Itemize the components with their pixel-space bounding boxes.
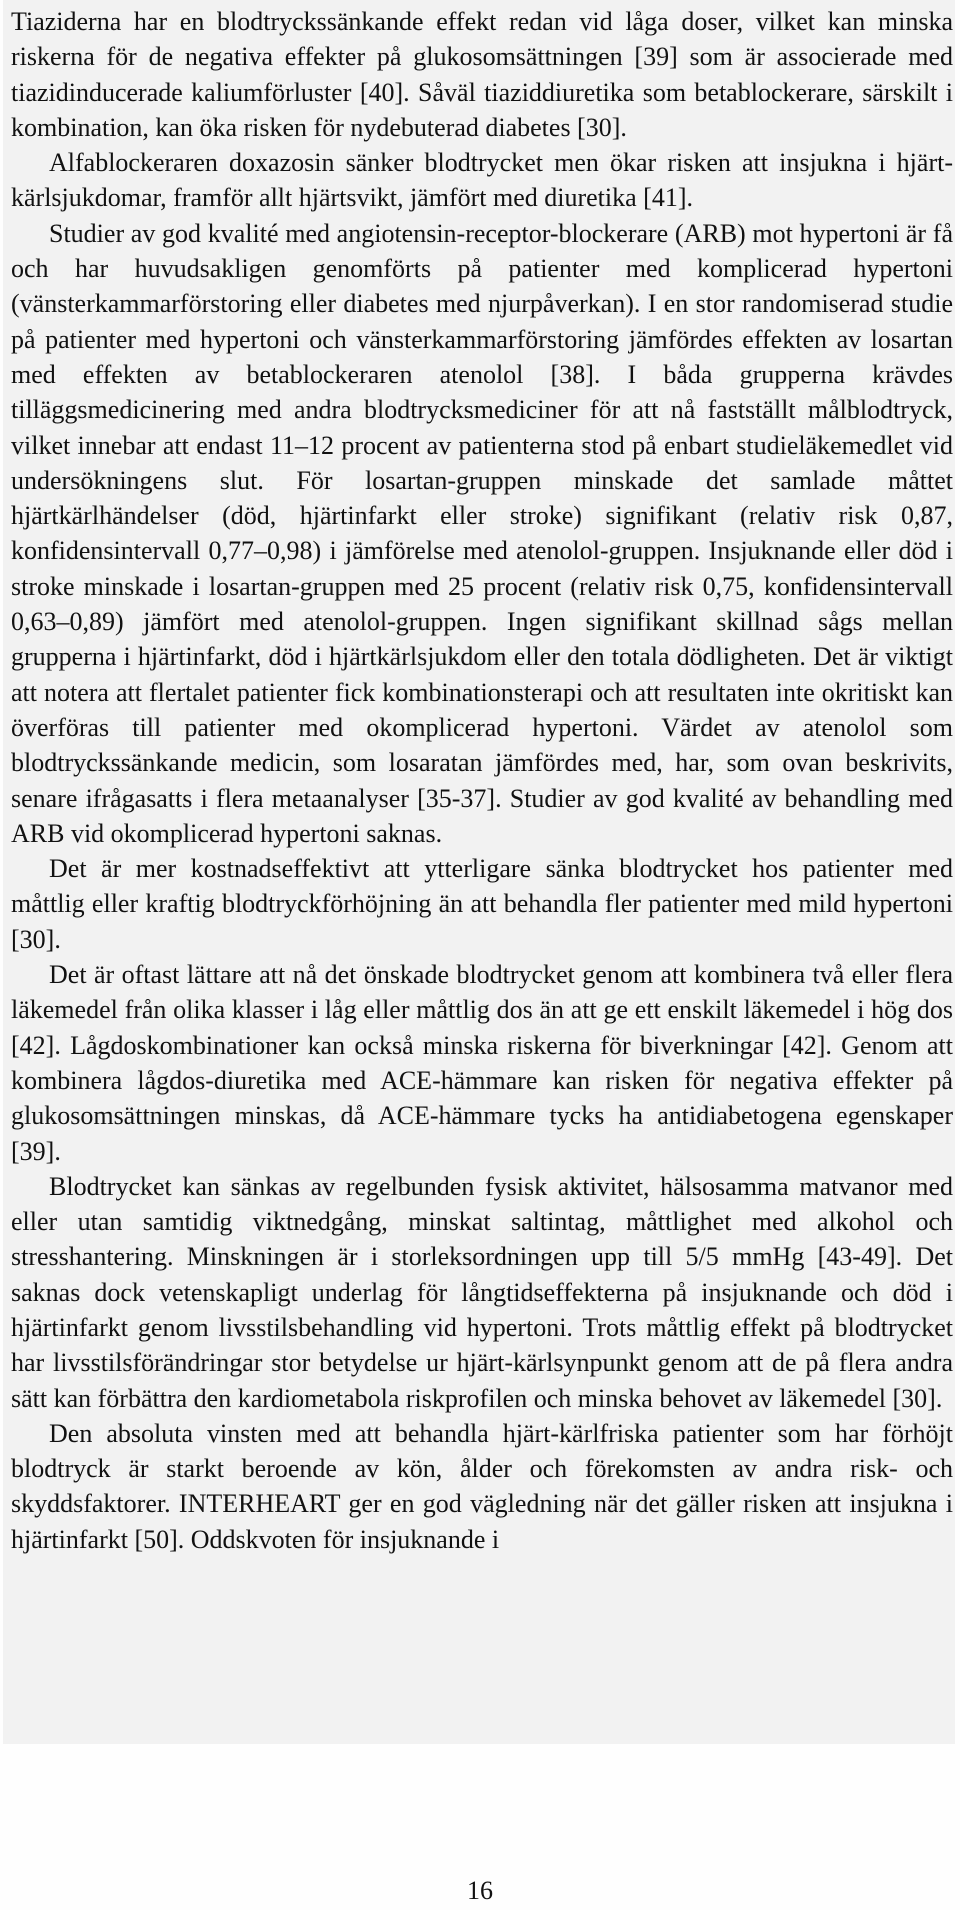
paragraph-arb-studies: Studier av god kvalité med angiotensin-receptor-blockerare (ARB) mot hypertoni är få och har huvudsakligen genomförts på patienter med komplicerad hypertoni (vänsterkammarförstoring eller diabetes med njurpåverkan). I en stor randomiserad studie på patienter med hypertoni och vänsterkammarförstoring jämfördes effekten av losartan med effekten av betablockeraren atenolol [38]. I båda grupperna krävdes tilläggsmedicinering med andra blodtrycksmediciner för att nå fastställt målblodtryck, vilket innebar att endast 11–12 procent av patienterna stod på enbart studieläkemedlet vid undersökningens slut. För losartan-gruppen minskade det samlade måttet hjärtkärlhändelser (död, hjärtinfarkt eller stroke) signifikant (relativ risk 0,87, konfidensintervall 0,77–0,98) i jämförelse med atenolol-gruppen. Insjuknande eller död i stroke minskade i losartan-gruppen med 25 procent (relativ risk 0,75, konfidensintervall 0,63–0,89) jämfört med atenolol-gruppen. Ingen signifikant skillnad sågs mellan grupperna i hjärtinfarkt, död i hjärtkärlsjukdom eller den totala dödligheten. Det är viktigt att notera att flertalet patienter fick kombinationsterapi och att resultaten inte okritiskt kan överföras till patienter med okomplicerad hypertoni. Värdet av atenolol som blodtryckssänkande medicin, som losaratan jämfördes med, har, som ovan beskrivits, senare ifrågasatts i flera metaanalyser [35-37]. Studier av god kvalité av behandling med ARB vid okomplicerad hypertoni saknas. bbox=[11, 218, 953, 848]
paragraph-thiazides: Tiaziderna har en blodtryckssänkande effekt redan vid låga doser, vilket kan minska riskerna för de negativa effekter på glukosomsättningen [39] som är associerade med tiazidinducerade kaliumförluster [40]. Såväl tiaziddiuretika som betablockerare, särskilt i kombination, kan öka risken för nydebuterad diabetes [30]. bbox=[11, 7, 953, 142]
paragraph-combination-therapy: Det är oftast lättare att nå det önskade blodtrycket genom att kombinera två eller flera läkemedel från olika klasser i låg eller måttlig dos än att ge ett enskilt läkemedel i hög dos [42]. Lågdoskombinationer kan också minska riskerna för biverkningar [42]. Genom att kombinera lågdos-diuretika med ACE-hämmare kan risken för negativa effekter på glukosomsättningen minskas, då ACE-hämmare tycks ha antidiabetogena egenskaper [39]. bbox=[11, 960, 953, 1166]
paragraph-absolute-benefit: Den absoluta vinsten med att behandla hjärt-kärlfriska patienter som har förhöjt blodtryck är starkt beroende av kön, ålder och förekomsten av andra risk- och skyddsfaktorer. INTERHEART ger en god vägledning när det gäller risken att insjukna i hjärtinfarkt [50]. Oddskvoten för insjuknande i bbox=[11, 1418, 953, 1554]
paragraph-cost-effectiveness: Det är mer kostnadseffektivt att ytterligare sänka blodtrycket hos patienter med måttlig eller kraftig blodtryckförhöjning än att behandla fler patienter med mild hypertoni [30]. bbox=[11, 854, 953, 954]
paragraph-lifestyle: Blodtrycket kan sänkas av regelbunden fysisk aktivitet, hälsosamma matvanor med eller utan samtidig viktnedgång, minskat saltintag, måttlighet med alkohol och stresshantering. Minskningen är i storleksordningen upp till 5/5 mmHg [43-49]. Det saknas dock vetenskapligt underlag för långtidseffekterna på insjuknande och död i hjärtinfarkt genom livsstilsbehandling vid hypertoni. Trots måttlig effekt på blodtrycket har livsstilsförändringar stor betydelse ur hjärt-kärlsynpunkt genom att de på flera andra sätt kan förbättra den kardiometabola riskprofilen och minska behovet av läkemedel [30]. bbox=[11, 1171, 953, 1413]
body-text bbox=[11, 4, 953, 1557]
page-number: 16 bbox=[467, 1876, 493, 1905]
paragraph-alpha-blockers: Alfablockeraren doxazosin sänker blodtrycket men ökar risken att insjukna i hjärt-kärlsjukdomar, framför allt hjärtsvikt, jämfört med diuretika [41]. bbox=[11, 148, 953, 213]
text-block bbox=[3, 0, 955, 1744]
